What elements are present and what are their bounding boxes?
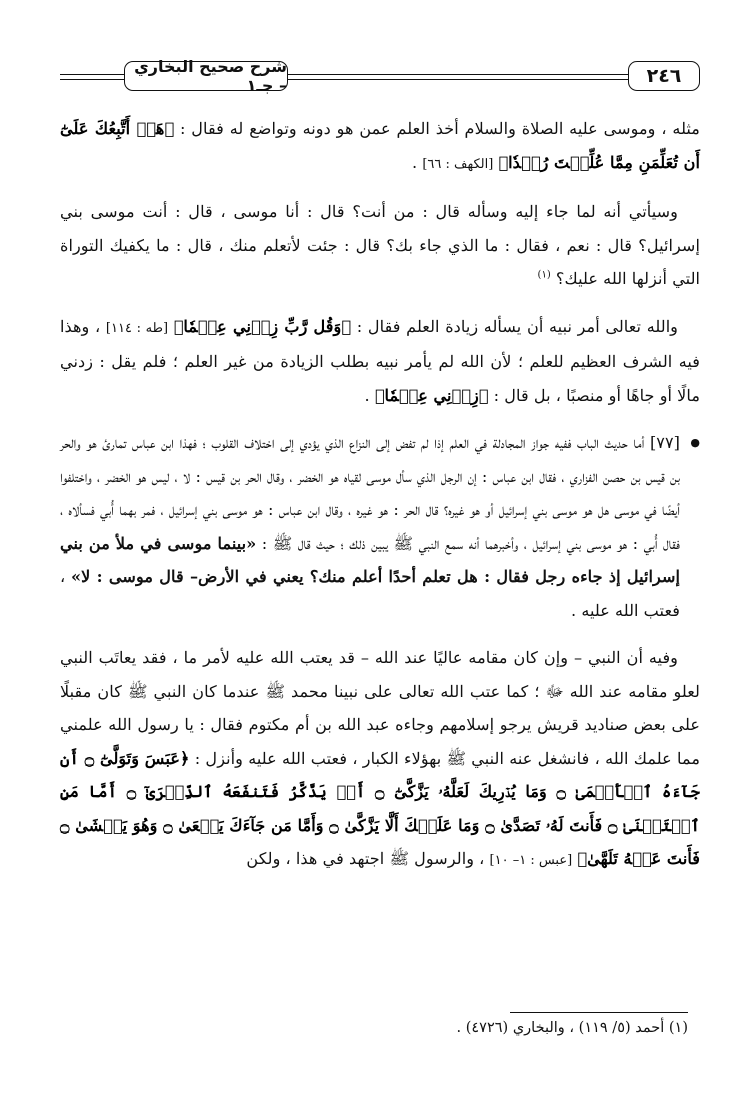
paragraph-5 bbox=[60, 641, 700, 878]
p4-text: [٧٧] أما حديث الباب ففيه جواز المجادلة في العلم إذا لم تفض إلى النزاع الذي يؤدي إلى اختلاف القلوب ؛ فهذا ابن عباس تمارئ هو والحر بن قيس بن حصن الفزاري ، فقال ابن عباس : إن الرجل الذي سأل موسى لقياه هو الخضر ، وقال الحر بن قيس : لا ، ليس هو الخضر ، واختلفوا أيضًا في موسى هل هو موسى بني إسرائيل أو هو غيره؟ قال الحر : هو غيره ، وقال ابن عباس : هو موسى بني إسرائيل ، فمر بهما أُبي فسألاه ، فقال أُبي : هو موسى بني إسرائيل ، وأخبرهما أنه سمع النبي ﷺ يبين ذلك ؛ حيث قال ﷺ : bbox=[60, 433, 680, 553]
p3-text-a: والله تعالى أمر نبيه أن يسأله زيادة العلم فقال : bbox=[356, 316, 679, 336]
footnote: (١) أحمد (٥/ ١١٩) ، والبخاري (٤٧٢٦) . bbox=[456, 1020, 688, 1036]
footnote-rule bbox=[510, 1012, 688, 1013]
p2-text: وسيأتي أنه لما جاء إليه وسأله قال : من أنت؟ قال : أنا موسى ، قال : أنت موسى بني إسرائيل؟ قال : نعم ، فقال : ما الذي جاء بك؟ قال : جئت لأتعلم منك ، قال : ما يكفيك التوراة التي أنزلها الله عليك؟ bbox=[60, 202, 700, 288]
p3-text-b: ، وهذا فيه الشرف العظيم للعلم ؛ لأن الله لم يأمر نبيه بطلب الزيادة من غير العلم ؛ فلم يقل : زدني مالًا أو جاهًا أو منصبًا ، بل قال : bbox=[60, 316, 700, 405]
p3-quran-reference: [طه : ١١٤] bbox=[105, 320, 169, 336]
p5-quran-quote: ﴿عَبَسَ وَتَوَلَّىٰٓ ۝ أَن جَآءَهُ ٱلۡأَعۡمَىٰ ۝ وَمَا يُدۡرِيكَ لَعَلَّهُۥ يَزَّكَّىٰٓ ۝ أَوۡ يَذَّكَّرُ فَتَنفَعَهُ ٱلذِّكۡرَىٰٓ ۝ أَمَّا مَنِ ٱسۡتَغۡنَىٰ ۝ فَأَنتَ لَهُۥ تَصَدَّىٰ ۝ وَمَا عَلَيۡكَ أَلَّا يَزَّكَّىٰ ۝ وَأَمَّا مَن جَآءَكَ يَسۡعَىٰ ۝ وَهُوَ يَخۡشَىٰ ۝ فَأَنتَ عَنۡهُ تَلَهَّىٰ﴾ bbox=[60, 748, 701, 868]
p1-quran-reference: [الكهف : ٦٦] bbox=[422, 156, 494, 172]
p5-end: ، والرسول ﷺ اجتهد في هذا ، ولكن bbox=[246, 849, 485, 868]
paragraph-4 bbox=[60, 426, 700, 627]
p5-quran-reference: [عبس : ١– ١٠] bbox=[489, 853, 573, 868]
running-title: شرح صحيح البخاري – جـ١ bbox=[124, 61, 288, 91]
p1-text: مثله ، وموسى عليه الصلاة والسلام أخذ العلم عمن هو دونه وتواضع له فقال : bbox=[180, 119, 700, 138]
p3-end: . bbox=[364, 385, 370, 405]
p1-end: . bbox=[412, 152, 418, 172]
p5-text: وفيه أن النبي – وإن كان مقامه عاليًا عند الله – قد يعتب الله عليه لأمر ما ، فقد يعاتَب النبي لعلو مقامه عند الله ﷻ ؛ كما عتب الله تعالى على نبينا محمد ﷺ عندما كان النبي ﷺ كان مقبلًا على بعض صناديد قريش يرجو إسلامهم وجاءه عبد الله بن أم مكتوم فقال : يا رسول الله علمني مما علمك الله ، فانشغل عنه النبي ﷺ بهؤلاء الكبار ، فعتب الله عليه وأنزل : bbox=[60, 648, 701, 768]
p4-end: ، فعتب الله عليه . bbox=[60, 567, 680, 620]
paragraph-1 bbox=[60, 112, 700, 181]
p4-hadith-quote: «بينما موسى في ملأ من بني إسرائيل إذ جاءه رجل فقال : هل تعلم أحدًا أعلم منك؟ يعني في الأرض– قال موسى : لا» bbox=[60, 533, 681, 586]
paragraph-3 bbox=[60, 310, 700, 413]
paragraph-2 bbox=[60, 195, 700, 296]
p3-quran-quote-2: ﴿زِدۡنِي عِلۡمٗا﴾ bbox=[374, 385, 489, 405]
page-header bbox=[60, 58, 700, 94]
page-body bbox=[60, 112, 700, 892]
footnote-marker: (١) bbox=[537, 269, 551, 281]
p3-quran-quote-1: ﴿وَقُل رَّبِّ زِدۡنِي عِلۡمٗا﴾ bbox=[173, 316, 352, 336]
page-number: ٢٤٦ bbox=[628, 61, 700, 91]
p1-quran-quote: ﴿هَلۡ أَتَّبِعُكَ عَلَىٰٓ أَن تُعَلِّمَنِ مِمَّا عُلِّمۡتَ رُشۡدٗا﴾ bbox=[60, 119, 700, 172]
